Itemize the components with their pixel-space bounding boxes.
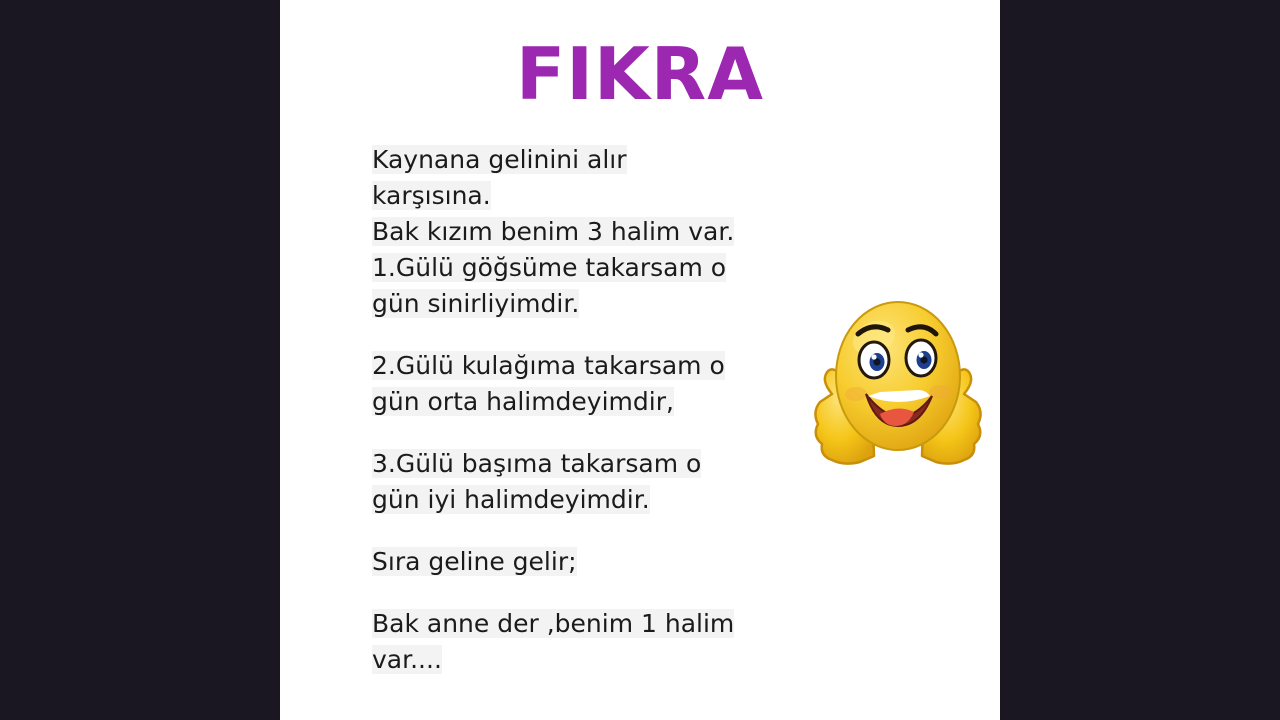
joke-card (280, 0, 1000, 720)
joke-line-text: Bak kızım benim 3 halim var. (372, 217, 735, 246)
joke-line (372, 348, 842, 384)
joke-line (372, 286, 842, 322)
page-title: FIKRA (516, 32, 764, 116)
joke-line (372, 446, 842, 482)
joke-line (372, 384, 842, 420)
joke-line-text: Bak anne der ,benim 1 halim (372, 609, 735, 638)
joke-line-text: Kaynana gelinini alır (372, 145, 627, 174)
joke-line-text: Sıra geline gelir; (372, 547, 577, 576)
joke-line-text: 3.Gülü başıma takarsam o (372, 449, 702, 478)
joke-line (372, 178, 842, 214)
joke-line (372, 214, 842, 250)
joke-line (372, 606, 842, 642)
joke-line-text: karşısına. (372, 181, 491, 210)
joke-line-text: var.... (372, 645, 442, 674)
joke-line (372, 642, 842, 678)
joke-line-text: 2.Gülü kulağıma takarsam o (372, 351, 725, 380)
joke-line (372, 482, 842, 518)
thumbs-up-smiley-icon (808, 290, 988, 490)
joke-line-text: gün orta halimdeyimdir, (372, 387, 674, 416)
joke-line-text: gün sinirliyimdir. (372, 289, 580, 318)
joke-line-text: 1.Gülü göğsüme takarsam o (372, 253, 727, 282)
joke-line (372, 142, 842, 178)
joke-line (372, 544, 842, 580)
joke-text-block (372, 142, 842, 678)
joke-line-text: gün iyi halimdeyimdir. (372, 485, 650, 514)
joke-line (372, 250, 842, 286)
